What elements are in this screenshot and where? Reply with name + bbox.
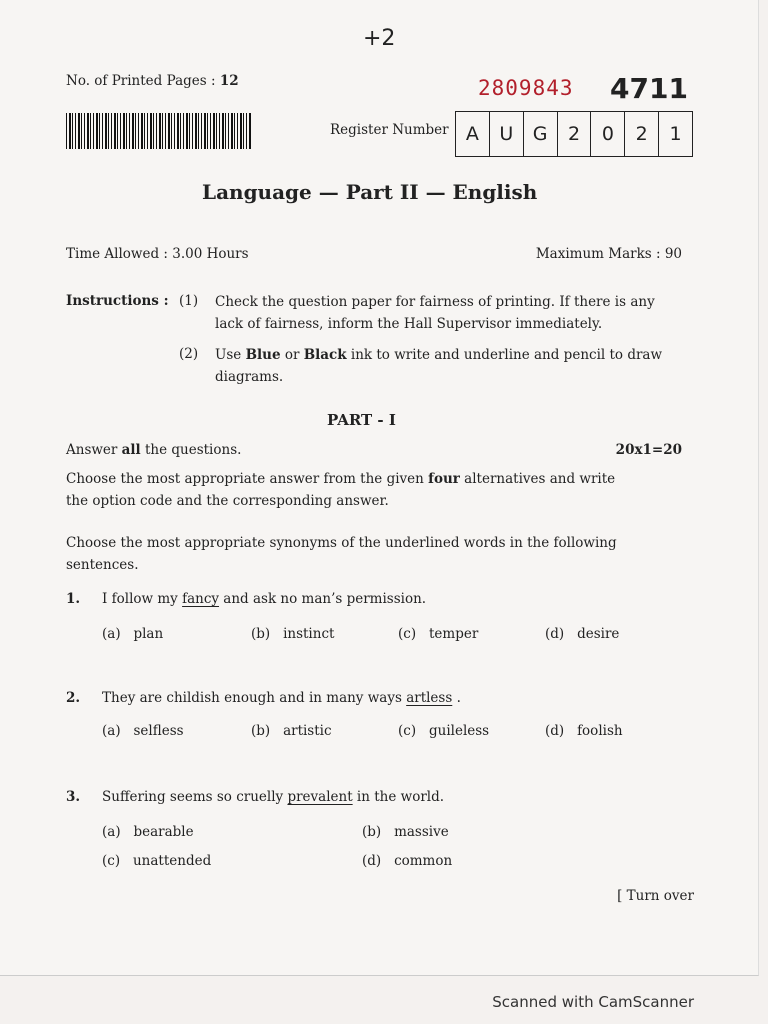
- serial-number: 2809843: [478, 76, 574, 100]
- option: (d) desire: [545, 626, 620, 642]
- option: (a) selfless: [102, 723, 184, 739]
- paper-code: 4711: [610, 72, 688, 105]
- register-digit: 2: [625, 112, 659, 156]
- register-digit: 1: [669, 123, 682, 145]
- option: (b) massive: [362, 824, 449, 840]
- question-number: 3.: [66, 789, 81, 805]
- underlined-word: artless: [406, 690, 453, 706]
- register-number-box: [455, 111, 693, 157]
- turn-over: [ Turn over: [617, 888, 694, 904]
- choose-instruction: Choose the most appropriate answer from the given four alternatives and write the option code and the corresponding answer.: [66, 471, 616, 509]
- option: (b) artistic: [251, 723, 332, 739]
- instruction-1: Check the question paper for fairness of printing. If there is any lack of fairness, inform the Hall Supervisor immediately.: [215, 294, 655, 332]
- instruction-2: Use Blue or Black ink to write and underline and pencil to draw diagrams.: [215, 347, 663, 385]
- instructions-label: Instructions :: [66, 293, 169, 309]
- question-text: I follow my fancy and ask no man’s permission.: [102, 591, 427, 607]
- underlined-word: prevalent: [287, 789, 353, 805]
- instruction-number: (2): [179, 346, 199, 362]
- instruction-number: (1): [179, 293, 199, 309]
- register-digit: G: [524, 112, 558, 156]
- max-marks: Maximum Marks : 90: [535, 246, 682, 262]
- option: (c) guileless: [398, 723, 490, 739]
- option: (a) bearable: [102, 824, 194, 840]
- part-heading: PART - I: [327, 411, 396, 429]
- option: (b) instinct: [251, 626, 335, 642]
- register-digit: U: [490, 112, 524, 156]
- handwritten-mark: +2: [363, 26, 396, 51]
- barcode: [66, 113, 252, 149]
- question-number: 1.: [66, 591, 81, 607]
- option: (c) temper: [398, 626, 479, 642]
- question-text: They are childish enough and in many ways artless .: [102, 690, 461, 706]
- time-allowed: Time Allowed : 3.00 Hours: [66, 246, 249, 262]
- question-text: Suffering seems so cruelly prevalent in the world.: [102, 789, 445, 805]
- option: (a) plan: [102, 626, 164, 642]
- scanner-watermark: Scanned with CamScanner: [492, 993, 694, 1011]
- part-marks: 20x1=20: [615, 442, 682, 458]
- question-number: 2.: [66, 690, 81, 706]
- printed-pages: No. of Printed Pages : 12: [66, 73, 239, 89]
- underlined-word: fancy: [182, 591, 220, 607]
- option: (d) foolish: [545, 723, 623, 739]
- answer-all-instruction: Answer all the questions.: [66, 442, 242, 458]
- register-number-label: Register Number: [330, 122, 449, 138]
- option: (d) common: [362, 853, 453, 869]
- paper-title: Language — Part II — English: [202, 180, 538, 204]
- register-digit: 2: [558, 112, 592, 156]
- register-digit: A: [456, 112, 490, 156]
- register-digit: 0: [591, 112, 625, 156]
- synonym-instruction: Choose the most appropriate synonyms of the underlined words in the following sentences.: [66, 535, 617, 573]
- option: (c) unattended: [102, 853, 212, 869]
